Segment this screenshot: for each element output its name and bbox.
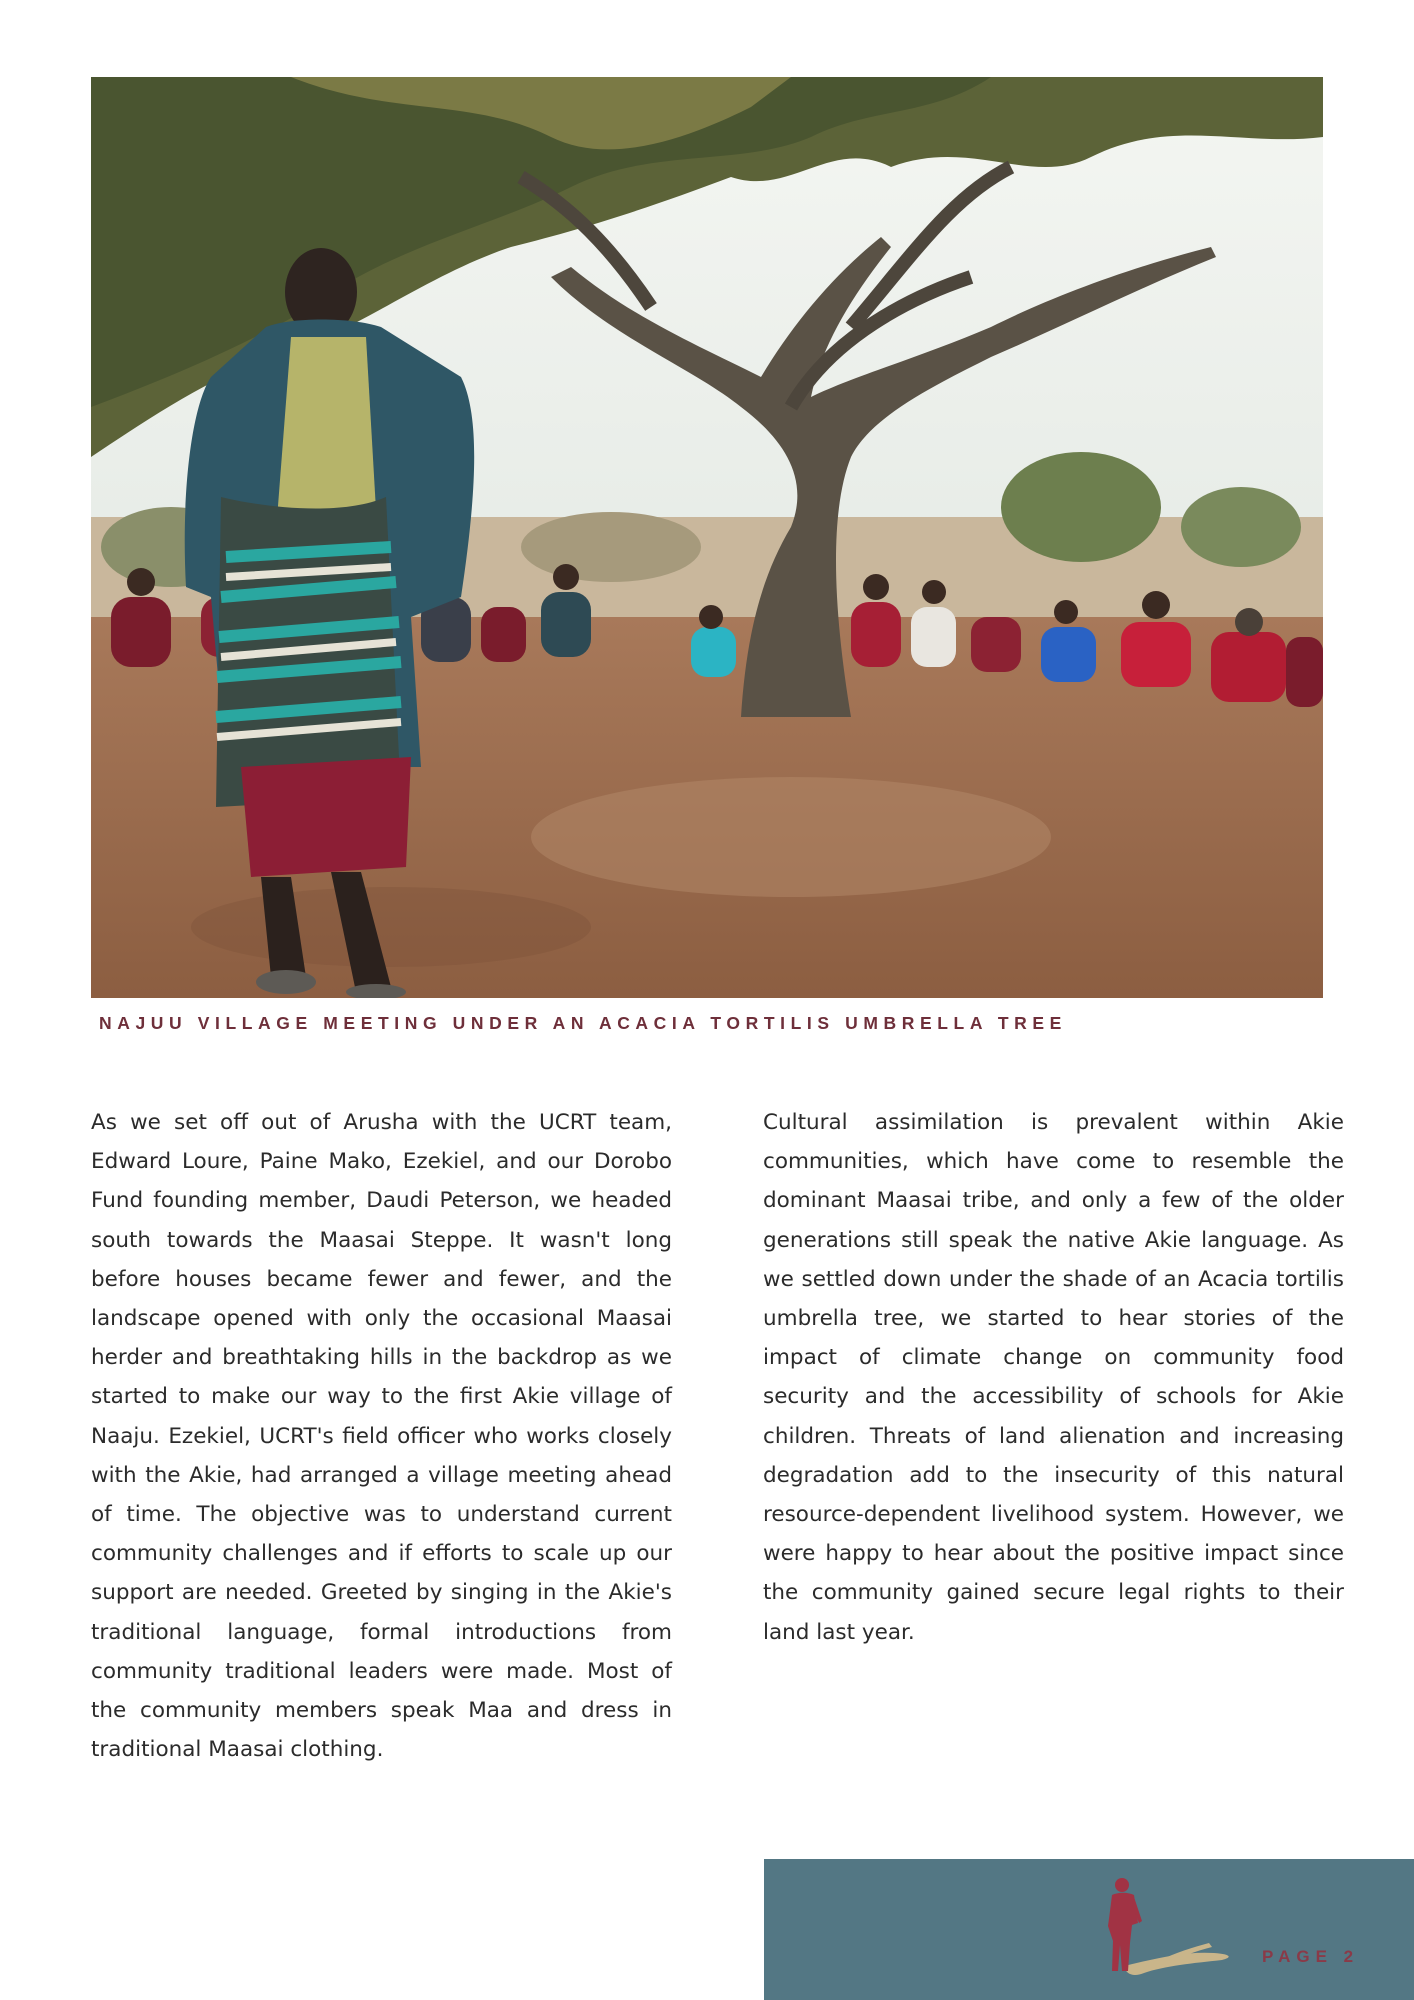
meeting-photo xyxy=(91,77,1323,998)
maasai-figure-with-shadow-icon xyxy=(1084,1871,1234,1981)
acacia-meeting-illustration xyxy=(91,77,1323,998)
article-paragraph-right: Cultural assimilation is prevalent within Akie communities, which have come to resemble the dominant Maasai tribe, and only a few of the older generations still speak the native Akie language. As we settled down under the shade of an Acacia tortilis umbrella tree, we started to hear stories of the impact of climate change on community food security and the accessibility of schools for Akie children. Threats of land alienation and increasing degradation add to the insecurity of this natural resource-dependent livelihood system. However, we were happy to hear about the positive impact since the community gained secure legal rights to their land last year. xyxy=(763,1110,1344,1645)
page-number: PAGE 2 xyxy=(1262,1947,1360,1966)
page-footer-band xyxy=(764,1859,1414,2000)
article-paragraph-left: As we set off out of Arusha with the UCRT team, Edward Loure, Paine Mako, Ezekiel, and our Dorobo Fund founding member, Daudi Peterson, we headed south towards the Maasai Steppe. It wasn't long before houses became fewer and fewer, and the landscape opened with only the occasional Maasai herder and breathtaking hills in the backdrop as we started to make our way to the first Akie village of Naaju. Ezekiel, UCRT's field officer who works closely with the Akie, had arranged a village meeting ahead of time. The objective was to understand current community challenges and if efforts to scale up our support are needed. Greeted by singing in the Akie's traditional language, formal introductions from community traditional leaders were made. Most of the community members speak Maa and dress in traditional Maasai clothing. xyxy=(91,1110,672,1763)
photo-caption: NAJUU VILLAGE MEETING UNDER AN ACACIA TORTILIS UMBRELLA TREE xyxy=(99,1013,1067,1033)
